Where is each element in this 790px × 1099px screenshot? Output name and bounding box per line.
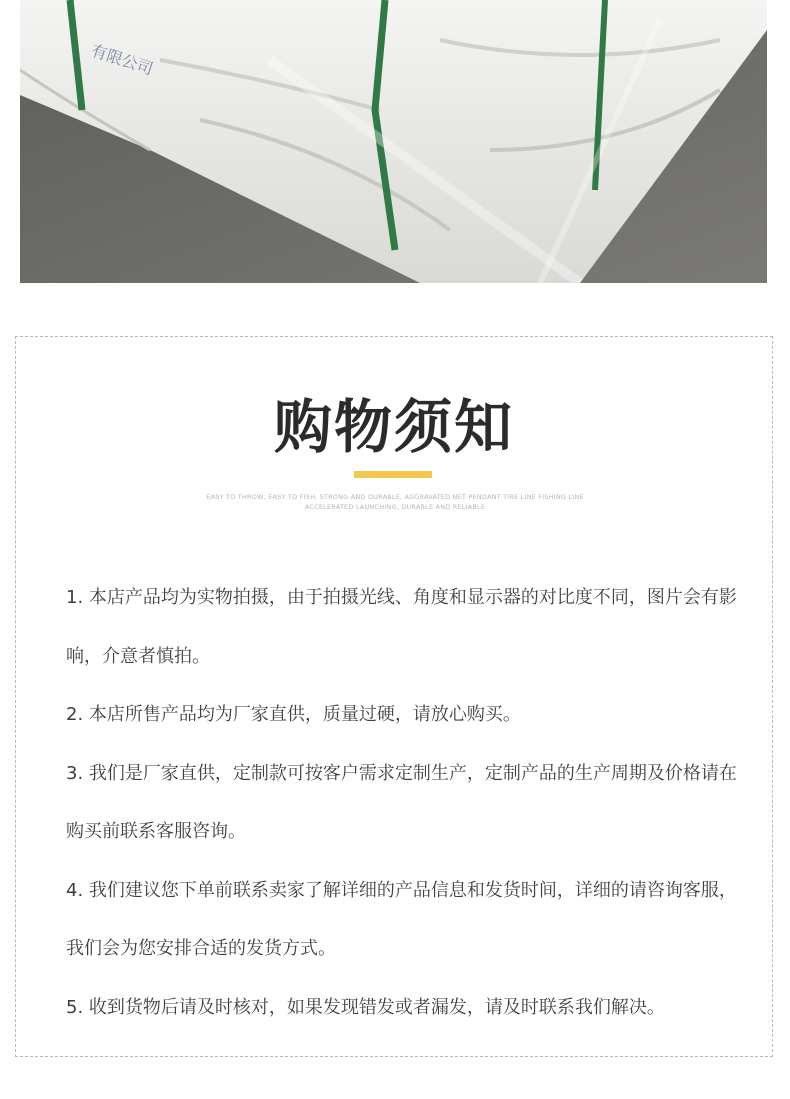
- notice-item-2: 2. 本店所售产品均为厂家直供，质量过硬，请放心购买。: [66, 704, 521, 725]
- notice-item-4: 4. 我们建议您下单前联系卖家了解详细的产品信息和发货时间，详细的请咨询客服，我们会为您安排合适的发货方式。: [66, 879, 737, 959]
- page-title: 购物须知: [273, 393, 514, 461]
- notice-item-5: 5. 收到货物后请及时核对，如果发现错发或者漏发，请及时联系我们解决。: [66, 996, 665, 1018]
- title-accent-bar: [354, 471, 432, 478]
- notice-list: [66, 569, 746, 1037]
- warehouse-pallet-image: [20, 0, 767, 283]
- subtitle-line-1: EASY TO THROW, EASY TO FISH, STRONG AND DURABLE, AGGRAVATED NET PENDANT TIRE LINE FISHING LINE: [206, 493, 584, 501]
- subtitle-line-2: ACCELERATED LAUNCHING, DURABLE AND RELIABLE: [304, 503, 486, 511]
- shopping-notice-panel: [15, 336, 773, 1057]
- notice-item-3: 3. 我们是厂家直供，定制款可按客户需求定制生产，定制产品的生产周期及价格请在购买前联系客服咨询。: [66, 762, 737, 842]
- notice-item-1: 1. 本店产品均为实物拍摄，由于拍摄光线、角度和显示器的对比度不同，图片会有影响，介意者慎拍。: [66, 587, 737, 667]
- bag-print-text: 有限公司: [88, 40, 156, 79]
- product-photo: [20, 0, 767, 283]
- subtitle: [156, 492, 634, 512]
